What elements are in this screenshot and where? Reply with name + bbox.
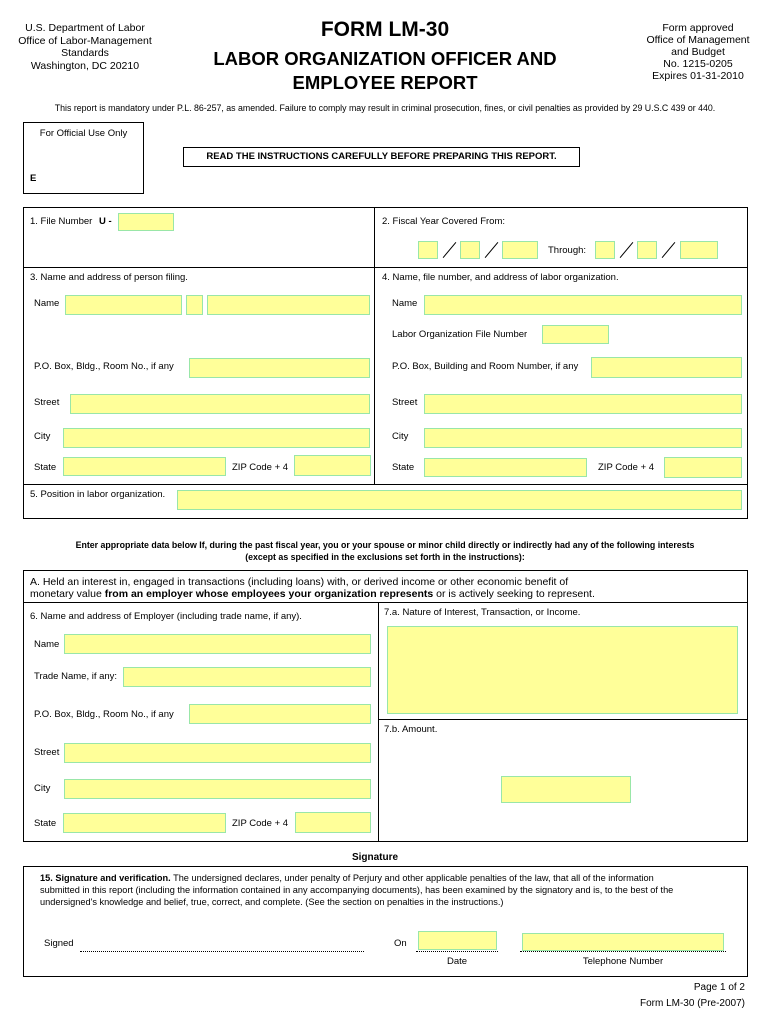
telephone-caption: Telephone Number: [582, 956, 664, 967]
row-divider: [23, 267, 748, 268]
declaration-line: [40, 872, 745, 884]
mandatory-notice: This report is mandatory under P.L. 86-257, as amended. Failure to comply may result in criminal prosecution, fines, or civil penalties as provided by 29 U.S.C 439 or 440.: [54, 103, 716, 113]
employer-name-input[interactable]: [64, 634, 371, 654]
org-section-title: 4. Name, file number, and address of labor organization.: [382, 272, 619, 283]
row-divider: [378, 719, 748, 720]
part-a-segment: or is actively seeking to represent.: [433, 588, 595, 600]
employer-street-input[interactable]: [64, 743, 371, 763]
person-pobox-input[interactable]: [189, 358, 370, 378]
amount-input[interactable]: [501, 776, 631, 803]
part-a-line-2: [30, 588, 745, 600]
agency-line: Washington, DC 20210: [30, 59, 140, 72]
through-label: Through:: [548, 245, 587, 256]
person-city-input[interactable]: [63, 428, 370, 448]
signature-title: 15. Signature and verification.: [40, 873, 171, 883]
person-middle-initial-input[interactable]: [186, 295, 203, 315]
omb-line: Form approved: [662, 22, 734, 34]
nature-textarea[interactable]: [387, 626, 738, 714]
employer-zip-input[interactable]: [295, 812, 371, 833]
form-title: LABOR ORGANIZATION OFFICER AND: [213, 48, 557, 69]
person-pobox-label: P.O. Box, Bldg., Room No., if any: [34, 361, 174, 372]
agency-line: Office of Labor-Management: [18, 34, 152, 47]
signed-label: Signed: [44, 938, 74, 949]
page-number: Page 1 of 2: [693, 982, 745, 993]
file-number-input[interactable]: [118, 213, 174, 231]
telephone-line: [520, 951, 726, 952]
column-divider: [374, 207, 375, 484]
org-zip-label: ZIP Code + 4: [598, 462, 655, 473]
part-a-line: A. Held an interest in, engaged in transactions (including loans) with, or derived income or other economic benefit of: [30, 576, 569, 588]
employer-state-label: State: [34, 818, 57, 829]
signature-declaration: [40, 872, 745, 908]
omb-line: Office of Management: [646, 34, 750, 46]
person-state-label: State: [34, 462, 57, 473]
fiscal-from-year-input[interactable]: [502, 241, 538, 259]
agency-line: U.S. Department of Labor: [25, 22, 145, 34]
file-number-prefix: U -: [99, 216, 112, 227]
instructions-text: READ THE INSTRUCTIONS CAREFULLY BEFORE PREPARING THIS REPORT.: [206, 151, 557, 162]
form-title-2: EMPLOYEE REPORT: [292, 72, 478, 93]
form-number: FORM LM-30: [320, 18, 450, 41]
person-state-input[interactable]: [63, 457, 226, 476]
position-input[interactable]: [177, 490, 742, 510]
official-use-letter: E: [30, 173, 37, 184]
person-section-title: 3. Name and address of person filing.: [30, 272, 188, 283]
row-divider: [23, 602, 748, 603]
agency-block: [10, 22, 160, 72]
omb-line: No. 1215-0205: [663, 58, 733, 70]
employer-pobox-label: P.O. Box, Bldg., Room No., if any: [34, 709, 174, 720]
org-name-input[interactable]: [424, 295, 742, 315]
person-last-name-input[interactable]: [65, 295, 182, 315]
person-zip-input[interactable]: [294, 455, 371, 476]
person-zip-label: ZIP Code + 4: [232, 462, 289, 473]
fiscal-from-month-input[interactable]: [418, 241, 438, 259]
employer-state-input[interactable]: [63, 813, 226, 833]
part-a-emphasis: from an employer whose employees your organization represents: [104, 588, 434, 600]
org-zip-input[interactable]: [664, 457, 742, 478]
person-name-label: Name: [34, 298, 60, 309]
org-state-label: State: [392, 462, 415, 473]
org-street-input[interactable]: [424, 394, 742, 414]
fiscal-year-label: 2. Fiscal Year Covered From:: [382, 216, 506, 227]
amount-label: 7.b. Amount.: [384, 724, 438, 735]
org-name-label: Name: [392, 298, 418, 309]
date-input[interactable]: [418, 931, 497, 950]
fiscal-to-month-input[interactable]: [595, 241, 615, 259]
person-first-name-input[interactable]: [207, 295, 370, 315]
omb-line: and Budget: [671, 46, 725, 58]
fiscal-to-day-input[interactable]: [637, 241, 657, 259]
row-divider: [23, 484, 748, 485]
employer-name-label: Name: [34, 639, 60, 650]
telephone-input[interactable]: [522, 933, 724, 951]
org-file-number-label: Labor Organization File Number: [392, 329, 528, 340]
person-street-input[interactable]: [70, 394, 370, 414]
part-a-segment: monetary value: [30, 588, 105, 600]
date-line: [416, 951, 498, 952]
on-label: On: [394, 938, 407, 949]
signature-heading: Signature: [351, 852, 399, 863]
declaration-line: submitted in this report (including the information contained in any accompanying documents), has been examined by the signatory and is, to the best of the: [40, 885, 674, 895]
declaration-text: The undersigned declares, under penalty of Perjury and other applicable penalties of the law, that all of the information: [170, 873, 654, 883]
org-state-input[interactable]: [424, 458, 587, 477]
employer-zip-label: ZIP Code + 4: [232, 818, 289, 829]
official-use-label: For Official Use Only: [39, 128, 128, 139]
employer-trade-label: Trade Name, if any:: [34, 671, 118, 682]
interests-instruction-2: (except as specified in the exclusions set forth in the instructions):: [245, 552, 525, 562]
part-a-text: [30, 576, 745, 600]
person-street-label: Street: [34, 397, 60, 408]
employer-street-label: Street: [34, 747, 60, 758]
person-city-label: City: [34, 431, 51, 442]
org-file-number-input[interactable]: [542, 325, 609, 344]
omb-line: Expires 01-31-2010: [652, 70, 744, 82]
employer-pobox-input[interactable]: [189, 704, 371, 724]
nature-label: 7.a. Nature of Interest, Transaction, or Income.: [384, 607, 581, 618]
file-number-label: 1. File Number: [30, 216, 93, 227]
org-pobox-input[interactable]: [591, 357, 742, 378]
signature-line[interactable]: [80, 951, 364, 952]
agency-line: Standards: [61, 47, 109, 59]
position-label: 5. Position in labor organization.: [30, 489, 166, 500]
fiscal-to-year-input[interactable]: [680, 241, 718, 259]
org-city-input[interactable]: [424, 428, 742, 448]
org-city-label: City: [392, 431, 409, 442]
column-divider: [378, 602, 379, 842]
employer-trade-input[interactable]: [123, 667, 371, 687]
fiscal-from-day-input[interactable]: [460, 241, 480, 259]
form-id-footer: Form LM-30 (Pre-2007): [639, 998, 745, 1009]
employer-section-title: 6. Name and address of Employer (including trade name, if any).: [30, 611, 302, 622]
employer-city-label: City: [34, 783, 51, 794]
employer-city-input[interactable]: [64, 779, 371, 799]
omb-block: [628, 22, 768, 82]
declaration-line: undersigned's knowledge and belief, true, correct, and complete. (See the section on penalties in the instructions.): [40, 897, 504, 907]
org-street-label: Street: [392, 397, 418, 408]
interests-instruction: Enter appropriate data below If, during the past fiscal year, you or your spouse or minor child directly or indirectly had any of the following interests: [75, 540, 695, 550]
date-caption: Date: [446, 956, 468, 967]
org-pobox-label: P.O. Box, Building and Room Number, if any: [392, 361, 579, 372]
